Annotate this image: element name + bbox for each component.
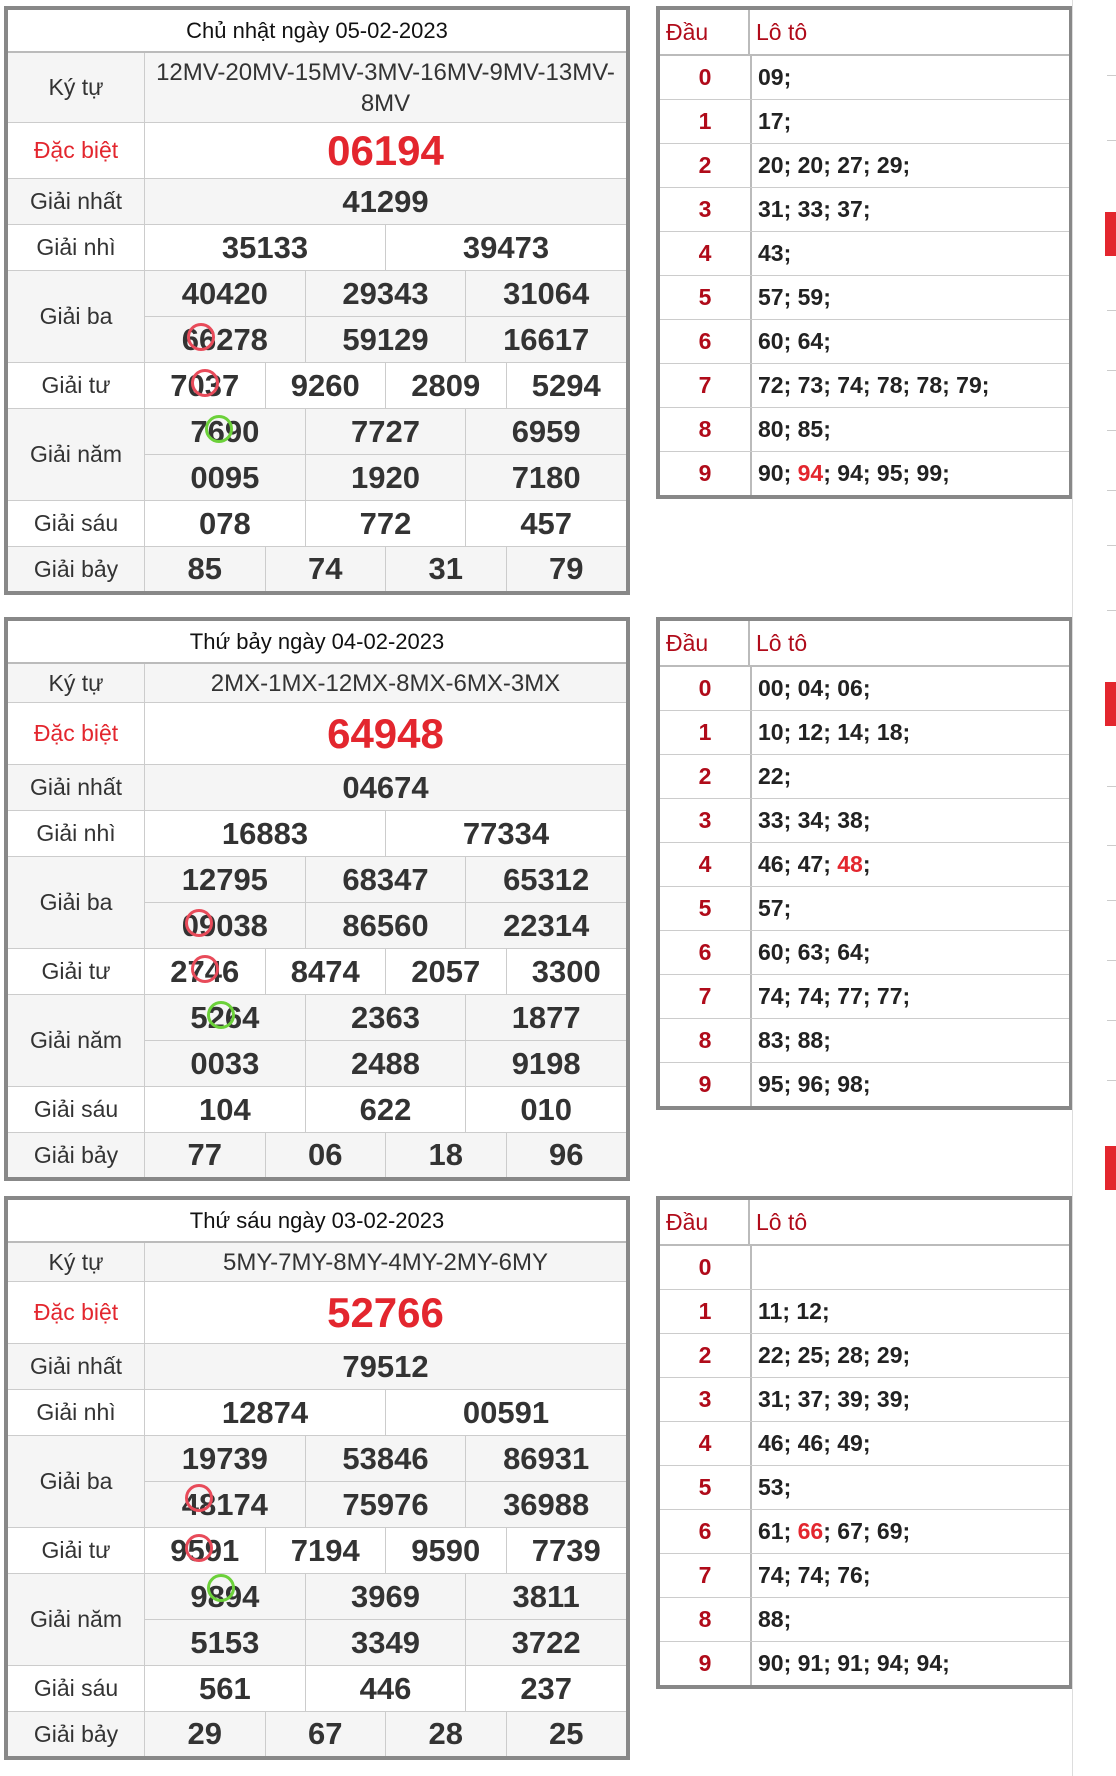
loto-cell: [752, 843, 1069, 886]
dau-cell: 8: [660, 1019, 752, 1062]
sidebar-divider: [1107, 1080, 1116, 1081]
giai-ba-value: 16617: [465, 317, 626, 362]
giai-tu-value: 8474: [265, 949, 386, 994]
sidebar-divider: [1107, 490, 1116, 491]
sidebar-divider: [1107, 900, 1116, 901]
loto-table-1: [656, 6, 1073, 499]
giai-nam-value: 2363: [305, 995, 466, 1040]
number-text: 9894: [190, 1578, 260, 1614]
loto-table-2: [656, 617, 1073, 1110]
sidebar-divider: [1107, 610, 1116, 611]
giai-nam-value: 2488: [305, 1041, 466, 1086]
giai-bay-value: 25: [506, 1712, 627, 1756]
highlight-ring-green: [205, 415, 233, 443]
giai-nhat-value: 41299: [342, 183, 429, 219]
label-giai-nhi: Giải nhì: [8, 811, 145, 856]
dau-cell: 0: [660, 667, 752, 710]
giai-tu-value: 5294: [506, 363, 627, 408]
giai-ba-value: 29343: [305, 271, 466, 316]
giai-nam-value: 3349: [305, 1620, 466, 1665]
sidebar-divider: [1107, 75, 1116, 76]
dau-cell: 5: [660, 887, 752, 930]
giai-tu-value: 9590: [385, 1528, 506, 1573]
giai-nam-value: 5153: [190, 1624, 260, 1660]
giai-ba-value: 65312: [465, 857, 626, 902]
dau-cell: 7: [660, 364, 752, 407]
loto-cell: 09;: [758, 64, 792, 90]
loto-cell: 22; 25; 28; 29;: [758, 1342, 911, 1368]
giai-tu-value: [145, 1528, 265, 1573]
ky-tu-value: 2MX-1MX-12MX-8MX-6MX-3MX: [210, 670, 561, 697]
label-dac-biet: Đặc biệt: [8, 703, 145, 764]
loto-cell: 83; 88;: [758, 1027, 831, 1053]
giai-sau-value: 010: [465, 1087, 626, 1132]
label-giai-nam: Giải năm: [8, 995, 145, 1086]
giai-nam-value: 1877: [465, 995, 626, 1040]
loto-cell: 95; 96; 98;: [758, 1071, 871, 1097]
sidebar-header-bar: [1105, 212, 1116, 256]
giai-sau-value: 457: [465, 501, 626, 546]
number-text: 9591: [170, 1532, 240, 1568]
giai-nhi-value: 39473: [385, 225, 626, 270]
dau-cell: 6: [660, 320, 752, 363]
dau-cell: 9: [660, 1063, 752, 1106]
label-giai-nhi: Giải nhì: [8, 1390, 145, 1435]
dau-cell: 3: [660, 799, 752, 842]
giai-nam-value: 9198: [465, 1041, 626, 1086]
giai-nhat-value: 79512: [342, 1348, 429, 1384]
dau-cell: 5: [660, 1466, 752, 1509]
label-giai-ba: Giải ba: [8, 1436, 145, 1527]
label-ky-tu: Ký tự: [8, 1243, 145, 1281]
dau-cell: 9: [660, 1642, 752, 1685]
number-text: 7037: [170, 367, 240, 403]
sidebar-divider: [1107, 960, 1116, 961]
loto-cell: 60; 64;: [758, 328, 831, 354]
dau-cell: 3: [660, 188, 752, 231]
label-giai-bay: Giải bảy: [8, 1712, 145, 1756]
loto-cell: 00; 04; 06;: [758, 675, 871, 701]
highlight-ring-green: [207, 1001, 235, 1029]
draw-title: Thứ sáu ngày 03-02-2023: [8, 1200, 626, 1243]
loto-cell: 20; 20; 27; 29;: [758, 152, 911, 178]
giai-bay-value: 18: [385, 1133, 506, 1177]
loto-table-3: [656, 1196, 1073, 1689]
label-giai-nhat: Giải nhất: [8, 765, 145, 810]
loto-special: 66: [797, 1518, 824, 1544]
dau-cell: 1: [660, 711, 752, 754]
dau-cell: 0: [660, 1246, 752, 1289]
highlight-ring-red: [187, 323, 215, 351]
giai-sau-value: 622: [305, 1087, 466, 1132]
giai-sau-value: 078: [198, 505, 251, 541]
giai-ba-value: [145, 317, 305, 362]
ky-tu-value: 12MV-20MV-15MV-3MV-16MV-9MV-13MV-8MV: [156, 59, 615, 117]
loto-cell: 31; 33; 37;: [758, 196, 871, 222]
dau-header: Đầu: [660, 10, 750, 54]
loto-cell: [752, 1510, 1069, 1553]
loto-text: ; 94; 95; 99;: [823, 460, 950, 486]
sidebar-divider: [1107, 545, 1116, 546]
giai-nhat-value: 04674: [342, 769, 429, 805]
loto-header: Lô tô: [756, 18, 808, 45]
dac-biet-value: 06194: [327, 126, 444, 174]
loto-cell: 10; 12; 14; 18;: [758, 719, 911, 745]
dau-cell: 8: [660, 1598, 752, 1641]
sidebar-divider: [1107, 370, 1116, 371]
results-table-3: [4, 1196, 630, 1760]
giai-ba-value: 31064: [465, 271, 626, 316]
number-text: 48174: [181, 1486, 268, 1522]
label-ky-tu: Ký tự: [8, 53, 145, 122]
giai-nam-value: [145, 1574, 305, 1619]
highlight-ring-red: [191, 955, 219, 983]
giai-bay-value: 96: [506, 1133, 627, 1177]
giai-ba-value: 19739: [181, 1440, 268, 1476]
sidebar-divider: [1107, 310, 1116, 311]
highlight-ring-red: [185, 1534, 213, 1562]
label-giai-nhat: Giải nhất: [8, 179, 145, 224]
dau-cell: 1: [660, 100, 752, 143]
loto-cell: [752, 452, 1069, 495]
loto-text: ; 67; 69;: [823, 1518, 911, 1544]
draw-title: Chủ nhật ngày 05-02-2023: [8, 10, 626, 53]
giai-ba-value: 68347: [305, 857, 466, 902]
loto-cell: 80; 85;: [758, 416, 831, 442]
number-text: 66278: [181, 321, 268, 357]
label-dac-biet: Đặc biệt: [8, 1282, 145, 1343]
giai-sau-value: 561: [198, 1670, 251, 1706]
label-giai-bay: Giải bảy: [8, 547, 145, 591]
loto-cell: 88;: [758, 1606, 792, 1632]
sidebar-divider: [1107, 140, 1116, 141]
label-giai-sau: Giải sáu: [8, 1087, 145, 1132]
sidebar-divider: [1107, 1020, 1116, 1021]
loto-cell: 11; 12;: [758, 1298, 830, 1324]
giai-bay-value: 79: [506, 547, 627, 591]
loto-text: ;: [862, 851, 871, 877]
giai-ba-value: [145, 903, 305, 948]
dau-cell: 6: [660, 931, 752, 974]
dau-cell: 7: [660, 975, 752, 1018]
dau-cell: 9: [660, 452, 752, 495]
dau-cell: 3: [660, 1378, 752, 1421]
draw-title: Thứ bảy ngày 04-02-2023: [8, 621, 626, 664]
dau-cell: 4: [660, 1422, 752, 1465]
giai-ba-value: 75976: [305, 1482, 466, 1527]
number-text: 09038: [181, 907, 268, 943]
results-table-1: [4, 6, 630, 595]
label-giai-nhat: Giải nhất: [8, 1344, 145, 1389]
giai-nam-value: 0033: [190, 1045, 260, 1081]
giai-nhi-value: 77334: [385, 811, 626, 856]
loto-cell: 57;: [758, 895, 792, 921]
ky-tu-value: 5MY-7MY-8MY-4MY-2MY-6MY: [222, 1249, 549, 1276]
giai-ba-value: 59129: [305, 317, 466, 362]
giai-nam-value: [145, 995, 305, 1040]
loto-cell: 31; 37; 39; 39;: [758, 1386, 911, 1412]
dau-cell: 6: [660, 1510, 752, 1553]
highlight-ring-red: [185, 1484, 213, 1512]
giai-bay-value: 06: [265, 1133, 386, 1177]
dau-cell: 1: [660, 1290, 752, 1333]
label-giai-tu: Giải tư: [8, 363, 145, 408]
dau-cell: 8: [660, 408, 752, 451]
loto-cell: 60; 63; 64;: [758, 939, 871, 965]
loto-cell: 46; 46; 49;: [758, 1430, 871, 1456]
loto-cell: 90; 91; 91; 94; 94;: [758, 1650, 950, 1676]
number-text: 7690: [190, 413, 260, 449]
giai-tu-value: [145, 363, 265, 408]
loto-cell: 33; 34; 38;: [758, 807, 871, 833]
sidebar-divider: [1107, 786, 1116, 787]
loto-header: Lô tô: [756, 1208, 808, 1235]
sidebar-divider: [1107, 430, 1116, 431]
giai-nhi-value: 00591: [385, 1390, 626, 1435]
giai-nam-value: 7180: [465, 455, 626, 500]
loto-cell: 53;: [758, 1474, 792, 1500]
loto-text: 90;: [758, 460, 798, 486]
giai-nam-value: 6959: [465, 409, 626, 454]
giai-tu-value: 7739: [506, 1528, 627, 1573]
loto-cell: [752, 1246, 1069, 1289]
giai-tu-value: 3300: [506, 949, 627, 994]
giai-nam-value: 0095: [190, 459, 260, 495]
giai-tu-value: 7194: [265, 1528, 386, 1573]
dau-cell: 7: [660, 1554, 752, 1597]
giai-bay-value: 31: [385, 547, 506, 591]
label-giai-bay: Giải bảy: [8, 1133, 145, 1177]
giai-sau-value: 104: [198, 1091, 251, 1127]
loto-text: 46; 47;: [758, 851, 838, 877]
giai-ba-value: 86931: [465, 1436, 626, 1481]
giai-nam-value: 3811: [465, 1574, 626, 1619]
loto-cell: 74; 74; 76;: [758, 1562, 871, 1588]
dau-cell: 2: [660, 1334, 752, 1377]
loto-cell: 22;: [758, 763, 792, 789]
label-giai-nam: Giải năm: [8, 1574, 145, 1665]
dau-header: Đầu: [660, 1200, 750, 1244]
giai-nam-value: [145, 409, 305, 454]
label-dac-biet: Đặc biệt: [8, 123, 145, 178]
sidebar-header-bar: [1105, 1146, 1116, 1190]
label-giai-ba: Giải ba: [8, 857, 145, 948]
dau-cell: 4: [660, 843, 752, 886]
giai-nhi-value: 16883: [221, 815, 309, 851]
giai-ba-value: [145, 1482, 305, 1527]
results-table-2: [4, 617, 630, 1181]
right-sidebar-clipped: [1072, 0, 1116, 1776]
dau-cell: 2: [660, 755, 752, 798]
loto-special: 94: [797, 460, 824, 486]
label-giai-sau: Giải sáu: [8, 1666, 145, 1711]
giai-tu-value: [145, 949, 265, 994]
giai-ba-value: 36988: [465, 1482, 626, 1527]
giai-ba-value: 40420: [181, 275, 268, 311]
giai-ba-value: 53846: [305, 1436, 466, 1481]
giai-bay-value: 28: [385, 1712, 506, 1756]
giai-nam-value: 3969: [305, 1574, 466, 1619]
label-giai-nhi: Giải nhì: [8, 225, 145, 270]
giai-bay-value: 77: [187, 1137, 222, 1172]
dau-header: Đầu: [660, 621, 750, 665]
number-text: 5264: [190, 999, 260, 1035]
giai-tu-value: 2809: [385, 363, 506, 408]
loto-cell: 57; 59;: [758, 284, 831, 310]
giai-ba-value: 22314: [465, 903, 626, 948]
highlight-ring-red: [185, 909, 213, 937]
dau-cell: 2: [660, 144, 752, 187]
loto-cell: 43;: [758, 240, 792, 266]
giai-tu-value: 9260: [265, 363, 386, 408]
label-giai-sau: Giải sáu: [8, 501, 145, 546]
giai-ba-value: 12795: [181, 861, 268, 897]
label-giai-tu: Giải tư: [8, 1528, 145, 1573]
giai-sau-value: 772: [305, 501, 466, 546]
giai-bay-value: 67: [265, 1712, 386, 1756]
sidebar-divider: [1107, 845, 1116, 846]
label-giai-tu: Giải tư: [8, 949, 145, 994]
dau-cell: 4: [660, 232, 752, 275]
sidebar-header-bar: [1105, 682, 1116, 726]
giai-nam-value: 1920: [305, 455, 466, 500]
giai-tu-value: 2057: [385, 949, 506, 994]
loto-header: Lô tô: [756, 629, 808, 656]
loto-cell: 72; 73; 74; 78; 78; 79;: [758, 372, 990, 398]
label-giai-nam: Giải năm: [8, 409, 145, 500]
giai-bay-value: 29: [187, 1716, 222, 1751]
dac-biet-value: 64948: [327, 709, 444, 757]
giai-nhi-value: 35133: [221, 229, 309, 265]
giai-bay-value: 85: [187, 551, 222, 586]
loto-cell: 74; 74; 77; 77;: [758, 983, 911, 1009]
dac-biet-value: 52766: [327, 1288, 444, 1336]
giai-sau-value: 237: [465, 1666, 626, 1711]
loto-cell: 17;: [758, 108, 792, 134]
highlight-ring-green: [207, 1574, 235, 1602]
giai-nam-value: 7727: [305, 409, 466, 454]
giai-ba-value: 86560: [305, 903, 466, 948]
highlight-ring-red: [191, 369, 219, 397]
label-giai-ba: Giải ba: [8, 271, 145, 362]
giai-nhi-value: 12874: [221, 1394, 309, 1430]
loto-special: 48: [837, 851, 863, 877]
giai-sau-value: 446: [305, 1666, 466, 1711]
giai-nam-value: 3722: [465, 1620, 626, 1665]
giai-bay-value: 74: [265, 547, 386, 591]
dau-cell: 0: [660, 56, 752, 99]
dau-cell: 5: [660, 276, 752, 319]
label-ky-tu: Ký tự: [8, 664, 145, 702]
loto-text: 61;: [758, 1518, 798, 1544]
number-text: 2746: [170, 953, 240, 989]
